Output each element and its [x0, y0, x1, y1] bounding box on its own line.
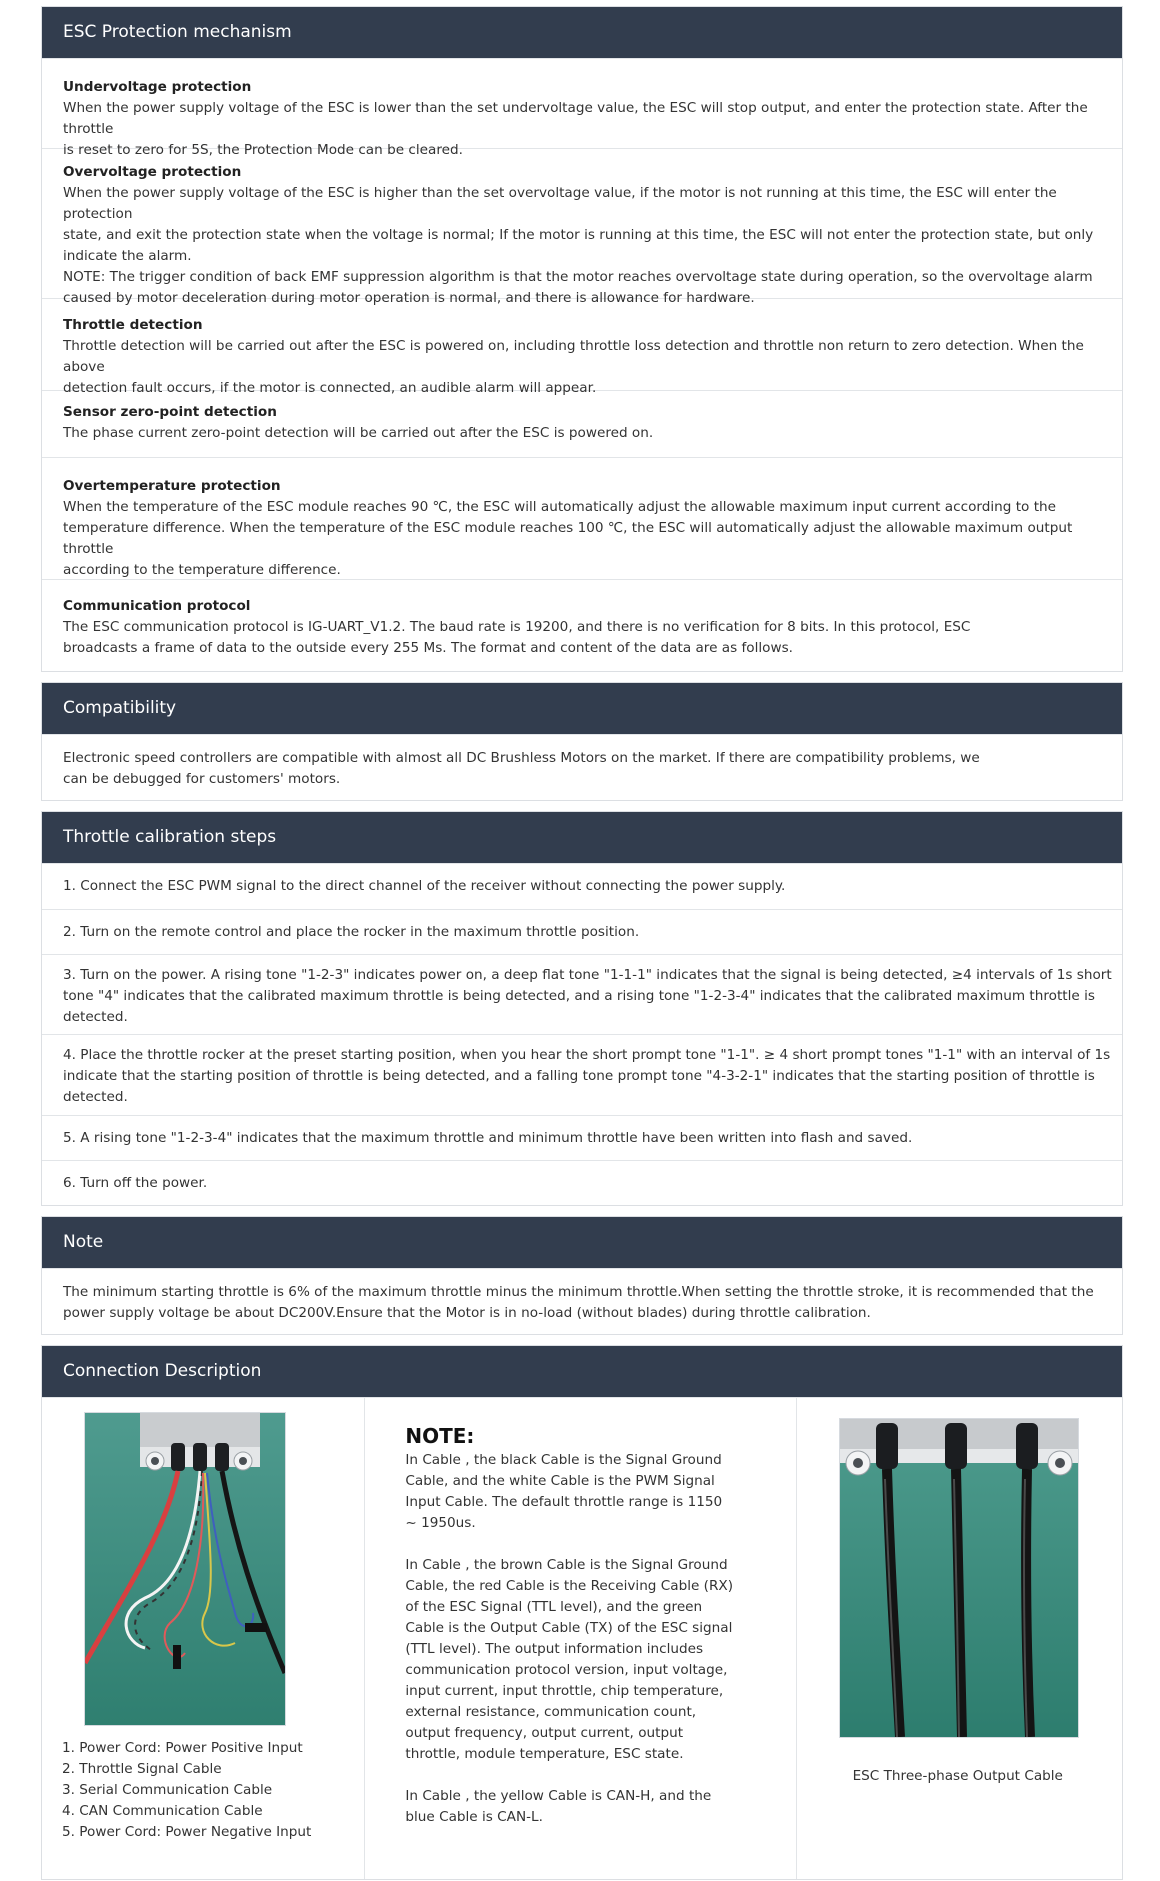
- connection-grid: [42, 1397, 1122, 1879]
- compatibility-body: Electronic speed controllers are compatible with almost all DC Brushless Motors on the market. If there are compatibility problems, we can be debugged for customers' motors.: [42, 734, 1122, 800]
- item-body: The phase current zero-point detection will be carried out after the ESC is powered on.: [63, 425, 654, 441]
- note-title: NOTE:: [405, 1424, 475, 1448]
- item-title: Sensor zero-point detection: [63, 404, 277, 420]
- esc-wiring-photo: [84, 1412, 286, 1726]
- item-title: Communication protocol: [63, 598, 251, 614]
- note-paragraph: In Cable , the yellow Cable is CAN-H, and the blue Cable is CAN-L.: [405, 1788, 712, 1825]
- connection-list: [62, 1738, 364, 1843]
- calibration-step: 4. Place the throttle rocker at the preset starting position, when you hear the short prompt tone "1-1". ≥ 4 short prompt tones "1-1" with an interval of 1s indicate that the starting position of throttle is being detected, and a falling tone prompt tone "4-3-2-1" indicates that the starting position of throttle is detected.: [42, 1034, 1122, 1115]
- item-title: Throttle detection: [63, 317, 203, 333]
- protection-item: [42, 579, 1122, 671]
- protection-header: ESC Protection mechanism: [42, 7, 1122, 58]
- calibration-header: Throttle calibration steps: [42, 812, 1122, 863]
- list-item: 1. Power Cord: Power Positive Input: [62, 1740, 303, 1756]
- protection-item: [42, 390, 1122, 457]
- item-title: Undervoltage protection: [63, 79, 252, 95]
- output-cable-photo: [839, 1418, 1079, 1738]
- item-body: When the power supply voltage of the ESC is lower than the set undervoltage value, the ESC will stop output, and enter the protection state. After the throttle is reset to zero for 5S, the Protection Mode can be cleared.: [63, 100, 1088, 158]
- output-cable-caption: ESC Three-phase Output Cable: [852, 1768, 1063, 1784]
- protection-item: [42, 457, 1122, 579]
- item-body: When the power supply voltage of the ESC is higher than the set overvoltage value, if the motor is not running at this time, the ESC will enter the protection state, and exit the protection state when the voltage is normal; If the motor is running at this time, the ESC will not enter the protection state, but only indicate the alarm. NOTE: The trigger condition of back EMF suppression algorithm is that the motor reaches overvoltage state during operation, so the overvoltage alarm caused by motor deceleration during motor operation is normal, and there is allowance for hardware.: [63, 185, 1094, 306]
- calibration-step: 1. Connect the ESC PWM signal to the direct channel of the receiver without connecting the power supply.: [42, 863, 1122, 909]
- connection-header: Connection Description: [42, 1346, 1122, 1397]
- list-item: 5. Power Cord: Power Negative Input: [62, 1824, 312, 1840]
- compatibility-header: Compatibility: [42, 683, 1122, 734]
- compatibility-section: [41, 682, 1123, 801]
- calibration-step: 6. Turn off the power.: [42, 1160, 1122, 1205]
- calibration-step: 2. Turn on the remote control and place the rocker in the maximum throttle position.: [42, 909, 1122, 954]
- list-item: 2. Throttle Signal Cable: [62, 1761, 222, 1777]
- list-item: 3. Serial Communication Cable: [62, 1782, 273, 1798]
- connection-left-cell: [42, 1398, 365, 1879]
- item-body: Throttle detection will be carried out after the ESC is powered on, including throttle loss detection and throttle non return to zero detection. When the above detection fault occurs, if the motor is connected, an audible alarm will appear.: [63, 338, 1084, 396]
- calibration-step: 3. Turn on the power. A rising tone "1-2-3" indicates power on, a deep flat tone "1-1-1" indicates that the signal is being detected, ≥4 intervals of 1s short tone "4" indicates that the calibrated maximum throttle is being detected, and a rising tone "1-2-3-4" indicates that the calibrated maximum throttle is detected.: [42, 954, 1122, 1034]
- item-title: Overtemperature protection: [63, 478, 281, 494]
- protection-section: [41, 6, 1123, 672]
- protection-item: [42, 148, 1122, 306]
- page-content: [41, 6, 1123, 1880]
- note-header: Note: [42, 1217, 1122, 1268]
- item-body: The ESC communication protocol is IG-UART_V1.2. The baud rate is 19200, and there is no verification for 8 bits. In this protocol, ESC broadcasts a frame of data to the outside every 255 Ms. The format and content of the data are as follows.: [63, 619, 971, 656]
- note-section: [41, 1216, 1123, 1335]
- connection-right-cell: [797, 1398, 1122, 1879]
- protection-item: [42, 58, 1122, 158]
- note-paragraph: In Cable , the black Cable is the Signal Ground Cable, and the white Cable is the PWM Signal Input Cable. The default throttle range is 1150 ~ 1950us.: [405, 1452, 723, 1531]
- item-body: When the temperature of the ESC module reaches 90 ℃, the ESC will automatically adjust the allowable maximum input current according to the temperature difference. When the temperature of the ESC module reaches 100 ℃, the ESC will automatically adjust the allowable maximum output throttle according to the temperature difference.: [63, 499, 1073, 578]
- calibration-section: [41, 811, 1123, 1206]
- list-item: 4. CAN Communication Cable: [62, 1803, 263, 1819]
- connection-section: [41, 1345, 1123, 1880]
- protection-item: [42, 298, 1122, 396]
- item-title: Overvoltage protection: [63, 164, 242, 180]
- note-body: The minimum starting throttle is 6% of the maximum throttle minus the minimum throttle.When setting the throttle stroke, it is recommended that the power supply voltage be about DC200V.Ensure that the Motor is in no-load (without blades) during throttle calibration.: [42, 1268, 1122, 1334]
- note-paragraph: In Cable , the brown Cable is the Signal Ground Cable, the red Cable is the Receiving Cable (RX) of the ESC Signal (TTL level), and the green Cable is the Output Cable (TX) of the ESC signal (TTL level). The output information includes communication protocol version, input voltage, input current, input throttle, chip temperature, external resistance, communication count, output frequency, output current, output throttle, module temperature, ESC state.: [405, 1557, 734, 1762]
- connection-note-cell: [365, 1398, 796, 1879]
- calibration-step: 5. A rising tone "1-2-3-4" indicates that the maximum throttle and minimum throttle have been written into flash and saved.: [42, 1115, 1122, 1160]
